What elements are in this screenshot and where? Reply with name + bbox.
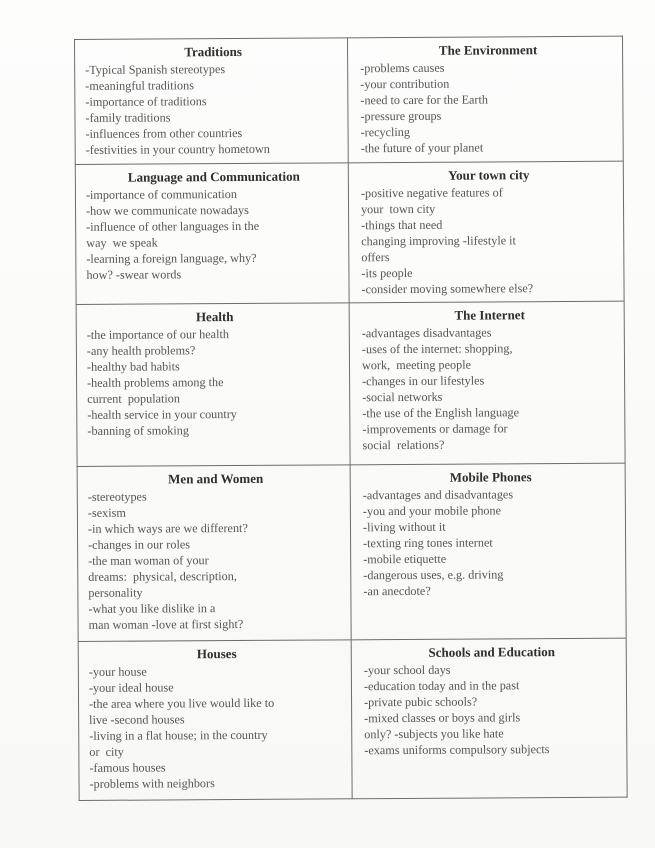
card-items — [364, 660, 621, 758]
list-item: -how we communicate nowadays — [86, 203, 249, 219]
list-item: -social networks — [362, 390, 443, 405]
list-item: -pressure groups — [360, 108, 442, 124]
list-item: only? -subjects you like hate — [364, 725, 504, 741]
card-title: The Environment — [438, 42, 538, 58]
list-item: changing improving -lifestyle it — [361, 233, 516, 249]
card-items — [86, 186, 343, 284]
list-item: man woman -love at first sight? — [88, 616, 244, 632]
card-items — [361, 184, 618, 298]
card-items — [363, 486, 620, 600]
list-item: -healthy bad habits — [86, 359, 180, 375]
list-item: -problems with neighbors — [89, 775, 215, 791]
list-item: -changes in our lifestyles — [362, 373, 485, 389]
card-items — [88, 487, 345, 633]
table-row — [77, 463, 626, 641]
card-title: Your town city — [448, 167, 530, 183]
card-title: Health — [195, 309, 234, 325]
list-item: -Typical Spanish stereotypes — [85, 62, 226, 77]
list-item: -uses of the internet: shopping, — [361, 341, 513, 357]
list-item: -meaningful traditions — [85, 78, 194, 93]
list-item: -the future of your planet — [360, 140, 484, 156]
list-item: -mobile etiquette — [363, 551, 447, 567]
card-items — [360, 59, 617, 157]
list-item: -an anecdote? — [363, 583, 431, 599]
list-item: social relations? — [362, 438, 445, 453]
list-item: -banning of smoking — [87, 423, 190, 439]
card-items — [87, 326, 344, 440]
list-item: -changes in our roles — [88, 537, 191, 552]
list-item: -things that need — [361, 217, 443, 233]
list-item: -festivities in your country hometown — [85, 141, 270, 157]
list-item: your town city — [361, 201, 436, 217]
list-item: -living without it — [362, 519, 446, 535]
card-title: Traditions — [184, 43, 242, 60]
card-items — [362, 324, 619, 454]
topic-card-schools — [351, 638, 627, 799]
card-title: Houses — [196, 645, 237, 661]
list-item: dreams: physical, description, — [88, 568, 237, 584]
list-item: -the man woman of your — [88, 553, 209, 568]
table-row — [78, 638, 627, 801]
list-item: -education today and in the past — [363, 677, 520, 693]
list-item: -its people — [361, 266, 413, 281]
card-items — [89, 662, 346, 792]
list-item: -living in a flat house; in the country — [89, 727, 268, 743]
list-item: -health problems among the — [87, 375, 224, 391]
list-item: -your contribution — [360, 76, 450, 92]
list-item: -importance of traditions — [85, 94, 207, 109]
list-item: -texting ring tones internet — [363, 535, 493, 551]
list-item: -influence of other languages in the — [86, 219, 260, 235]
list-item: live -second houses — [89, 711, 185, 727]
list-item: -mixed classes or boys and girls — [364, 709, 521, 725]
list-item: -health service in your country — [87, 407, 237, 423]
list-item: -dangerous uses, e.g. driving — [363, 567, 504, 583]
topic-card-environment — [347, 36, 623, 163]
list-item: -famous houses — [89, 759, 166, 775]
topic-card-internet — [349, 302, 625, 465]
topic-card-traditions — [75, 38, 349, 165]
topics-table — [74, 36, 628, 801]
list-item: -exams uniforms compulsory subjects — [364, 741, 550, 757]
list-item: -you and your mobile phone — [362, 503, 502, 519]
list-item: -in which ways are we different? — [87, 520, 248, 536]
list-item: -problems causes — [360, 60, 445, 76]
list-item: personality — [88, 585, 143, 600]
card-title: Schools and Education — [428, 643, 556, 660]
list-item: -the importance of our health — [86, 327, 229, 343]
list-item: or city — [89, 744, 124, 759]
table-row — [76, 302, 625, 467]
list-item: -your house — [88, 664, 147, 679]
list-item: offers — [361, 250, 390, 265]
list-item: -any health problems? — [86, 343, 196, 359]
card-title: Men and Women — [168, 470, 264, 487]
list-item: work, meeting people — [361, 358, 472, 373]
topic-card-town-city — [348, 161, 624, 303]
topic-card-men-women — [77, 465, 351, 641]
list-item: -private pubic schools? — [364, 694, 478, 709]
list-item: -stereotypes — [87, 489, 147, 504]
list-item: -positive negative features of — [360, 185, 503, 201]
list-item: current population — [87, 391, 180, 407]
list-item: -need to care for the Earth — [360, 92, 488, 108]
list-item: how? -swear words — [86, 267, 182, 283]
topic-card-houses — [78, 639, 352, 800]
topic-card-mobile-phones — [350, 463, 626, 639]
list-item: -importance of communication — [85, 187, 237, 203]
card-title: Mobile Phones — [449, 469, 532, 485]
list-item: -advantages and disadvantages — [362, 487, 514, 503]
list-item: way we speak — [86, 235, 158, 251]
list-item: -your school days — [363, 662, 451, 677]
table-row — [75, 161, 624, 305]
topic-card-language — [75, 163, 349, 305]
list-item: -advantages disadvantages — [361, 325, 492, 341]
list-item: -recycling — [360, 124, 411, 140]
topic-card-health — [76, 303, 350, 466]
list-item: -learning a foreign language, why? — [86, 251, 257, 267]
list-item: -sexism — [87, 505, 126, 520]
card-title: The Internet — [454, 307, 525, 324]
list-item: -what you like dislike in a — [88, 601, 216, 616]
list-item: -improvements or damage for — [362, 421, 508, 437]
list-item: -family traditions — [85, 110, 171, 125]
list-item: -influences from other countries — [85, 125, 243, 141]
card-title: Language and Communication — [127, 168, 300, 185]
card-items — [85, 60, 342, 158]
list-item: -consider moving somewhere else? — [361, 281, 534, 297]
list-item: -the use of the English language — [362, 405, 520, 421]
list-item: -your ideal house — [88, 679, 174, 695]
list-item: -the area where you live would like to — [89, 695, 275, 711]
table-row — [75, 36, 624, 164]
